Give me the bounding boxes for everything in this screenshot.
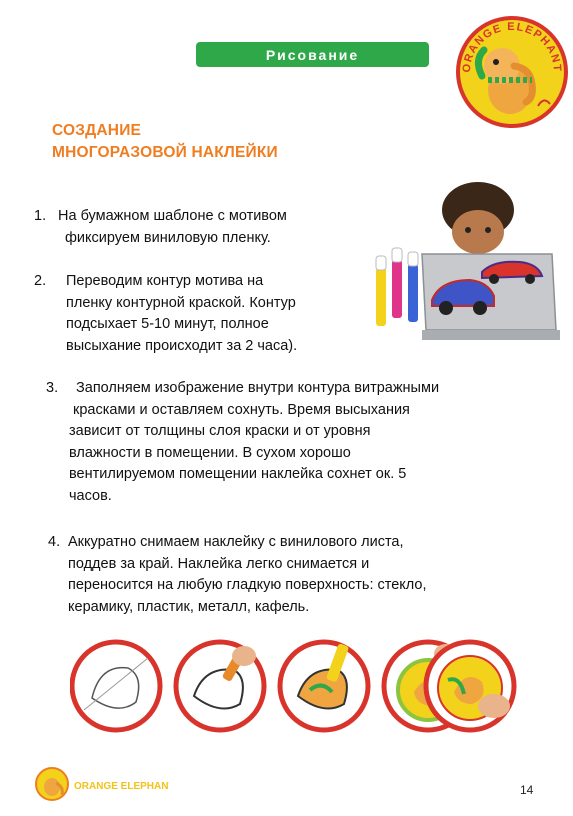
step-circle-3 [280, 642, 368, 730]
category-badge [196, 42, 429, 67]
step-2 [34, 271, 374, 359]
step-text-line: керамику, пластик, металл, кафель. [68, 598, 310, 615]
category-label: Рисование [265, 46, 360, 63]
page-title [52, 120, 278, 164]
step-text-line: вентилируемом помещении наклейка сохнет ок. 5 [69, 466, 407, 482]
step-text-line: Переводим контур мотива на [66, 273, 264, 289]
footer-logo [34, 765, 169, 803]
step-text-line: зависит от толщины слоя краски и от уровня [69, 423, 371, 439]
step-number: 2. [34, 273, 47, 289]
orange-elephant-logo [452, 10, 570, 130]
child-with-laptop-illustration [370, 180, 570, 350]
svg-text:ORANGE ELEPHANT: ORANGE ELEPHANT [460, 20, 564, 74]
elephant-logo-icon [452, 10, 570, 130]
step-text-line: влажности в помещении. В сухом хорошо [69, 444, 351, 461]
step-circle-2 [176, 642, 264, 730]
step-number: 1. [34, 208, 47, 224]
step-text-line: пленку контурной краской. Контур [66, 294, 296, 311]
step-text-line: переносится на любую гладкую поверхность: стекло, [68, 577, 427, 593]
step-text-line: поддев за край. Наклейка легко снимается и [68, 555, 370, 572]
step-text-line: красками и оставляем сохнуть. Время высыхания [73, 401, 410, 418]
step-text-line: часов. [69, 487, 112, 504]
step-number: 3. [46, 380, 59, 396]
svg-text:ORANGE ELEPHANT: ORANGE ELEPHANT [74, 781, 169, 792]
title-line-1: СОЗДАНИЕ [52, 122, 142, 139]
step-number: 4. [48, 534, 61, 550]
step-text-line: высыхание происходит за 2 часа). [66, 337, 298, 354]
title-line-2: МНОГОРАЗОВОЙ НАКЛЕЙКИ [52, 144, 278, 161]
step-text-line: Заполняем изображение внутри контура витражными [76, 380, 440, 396]
page-number: 14 [520, 783, 534, 797]
step-text-line: Аккуратно снимаем наклейку с винилового листа, [68, 534, 404, 550]
step-text-line: подсыхает 5-10 минут, полное [66, 316, 269, 332]
step-text-line: фиксируем виниловую пленку. [65, 229, 271, 246]
step-4 [48, 532, 558, 622]
step-circle-1 [72, 642, 160, 730]
step-1 [34, 206, 374, 250]
step-text-line: На бумажном шаблоне с мотивом [58, 208, 287, 224]
step-circle-5-illustration [420, 636, 520, 736]
step-3 [46, 378, 556, 510]
